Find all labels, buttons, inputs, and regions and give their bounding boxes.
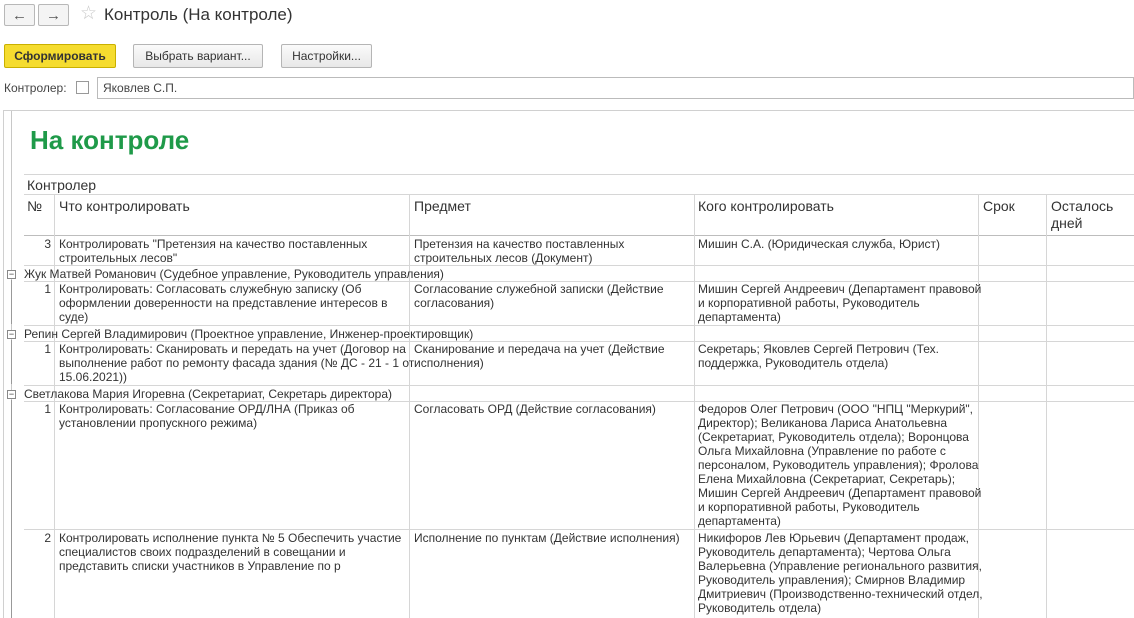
report-area[interactable] <box>3 110 1134 618</box>
row-subject[interactable]: Согласовать ОРД (Действие согласования) <box>414 402 656 416</box>
row-num: 1 <box>44 282 51 296</box>
column-group-header: Контролер <box>27 177 97 193</box>
row-num: 1 <box>44 342 51 356</box>
report-title: На контроле <box>30 125 190 155</box>
minus-box-icon: − <box>8 269 15 279</box>
collapse-group-toggle[interactable] <box>7 270 16 279</box>
generate-button[interactable]: Сформировать <box>4 44 116 68</box>
column-header-subject: Предмет <box>414 198 471 214</box>
column-divider <box>409 194 410 618</box>
collapse-group-toggle[interactable] <box>7 330 16 339</box>
group-header-row[interactable]: Светлакова Мария Игоревна (Секретариат, Секретарь директора) <box>24 387 393 401</box>
row-line <box>24 385 1134 386</box>
minus-box-icon: − <box>8 329 15 339</box>
column-header-whom: Кого контролировать <box>698 198 834 214</box>
row-what[interactable]: Контролировать: Согласование ОРД/ЛНА (Приказ об установлении пропускного режима) <box>59 402 355 430</box>
row-num: 3 <box>44 237 51 251</box>
row-what[interactable]: Контролировать: Согласовать служебную записку (Об оформлении доверенности на представление интересов в суде) <box>59 282 388 324</box>
header-bottom-line <box>24 235 1134 236</box>
row-subject[interactable]: Сканирование и передача на учет (Действие исполнения) <box>414 342 665 370</box>
row-whom[interactable]: Федоров Олег Петрович (ООО "НПЦ "Меркурий", Директор); Великанова Лариса Анатольевна (Секретариат, Руководитель отдела); Воронцова Ольга Михайловна (Управление по работе с персоналом, Руководитель управления); Фролова Елена Михайловна (Секретариат, Секретарь); Мишин Сергей Андреевич (Департамент правовой и корпоративной работы, Руководитель департамента) <box>698 402 982 528</box>
column-header-num: № <box>27 198 43 214</box>
row-what[interactable]: Контролировать исполнение пункта № 5 Обеспечить участие специалистов своих подразделений в совещании и представить списки участников в Управление по р <box>59 531 402 573</box>
column-divider <box>1046 194 1047 618</box>
row-whom[interactable]: Мишин С.А. (Юридическая служба, Юрист) <box>698 237 941 251</box>
row-what[interactable]: Контролировать "Претензия на качество поставленных строительных лесов" <box>59 237 368 265</box>
arrow-right-icon: → <box>46 6 61 24</box>
row-line <box>24 529 1134 530</box>
row-whom[interactable]: Секретарь; Яковлев Сергей Петрович (Тех. поддержка, Руководитель отдела) <box>698 342 940 370</box>
star-icon[interactable]: ☆ <box>80 3 98 24</box>
column-divider <box>54 194 55 618</box>
row-subject[interactable]: Претензия на качество поставленных строительных лесов (Документ) <box>414 237 625 265</box>
window-title: Контроль (На контроле) <box>104 5 293 24</box>
header-mid-line <box>24 194 1134 195</box>
forward-button[interactable] <box>38 4 69 26</box>
column-header-deadline: Срок <box>983 198 1015 214</box>
controller-filter-input[interactable]: Яковлев С.П. <box>97 77 1134 99</box>
group-header-row[interactable]: Жук Матвей Романович (Судебное управление, Руководитель управления) <box>24 267 444 281</box>
controller-filter-label: Контролер: <box>4 81 67 95</box>
minus-box-icon: − <box>8 389 15 399</box>
row-subject[interactable]: Исполнение по пунктам (Действие исполнения) <box>414 531 680 545</box>
row-whom[interactable]: Мишин Сергей Андреевич (Департамент правовой и корпоративной работы, Руководитель департамента) <box>698 282 982 324</box>
header-top-line <box>24 174 1134 175</box>
column-divider <box>694 194 695 618</box>
tree-line <box>11 400 12 618</box>
row-whom[interactable]: Никифоров Лев Юрьевич (Департамент продаж, Руководитель департамента); Чертова Ольга Валерьевна (Управление регионального развития, Руководитель управления); Смирнов Владимир Дмитриевич (Производственно-технический отдел, Руководитель отдела) <box>698 531 983 615</box>
column-header-days-left: Осталось дней <box>1051 198 1114 231</box>
row-what[interactable]: Контролировать: Сканировать и передать на учет (Договор на выполнение работ по ремонту фасада здания (№ ДС - 21 - 1 от 15.06.2021)) <box>59 342 415 384</box>
row-line <box>24 265 1134 266</box>
settings-button[interactable]: Настройки... <box>281 44 372 68</box>
controller-filter-checkbox[interactable] <box>76 81 89 94</box>
tree-line <box>11 340 12 384</box>
row-subject[interactable]: Согласование служебной записки (Действие согласования) <box>414 282 664 310</box>
back-button[interactable] <box>4 4 35 26</box>
arrow-left-icon: ← <box>12 6 27 24</box>
row-line <box>24 325 1134 326</box>
group-header-row[interactable]: Репин Сергей Владимирович (Проектное управление, Инженер-проектировщик) <box>24 327 474 341</box>
row-num: 1 <box>44 402 51 416</box>
row-num: 2 <box>44 531 51 545</box>
collapse-group-toggle[interactable] <box>7 390 16 399</box>
choose-variant-button[interactable]: Выбрать вариант... <box>133 44 263 68</box>
tree-line <box>11 280 12 324</box>
column-header-what: Что контролировать <box>59 198 190 214</box>
